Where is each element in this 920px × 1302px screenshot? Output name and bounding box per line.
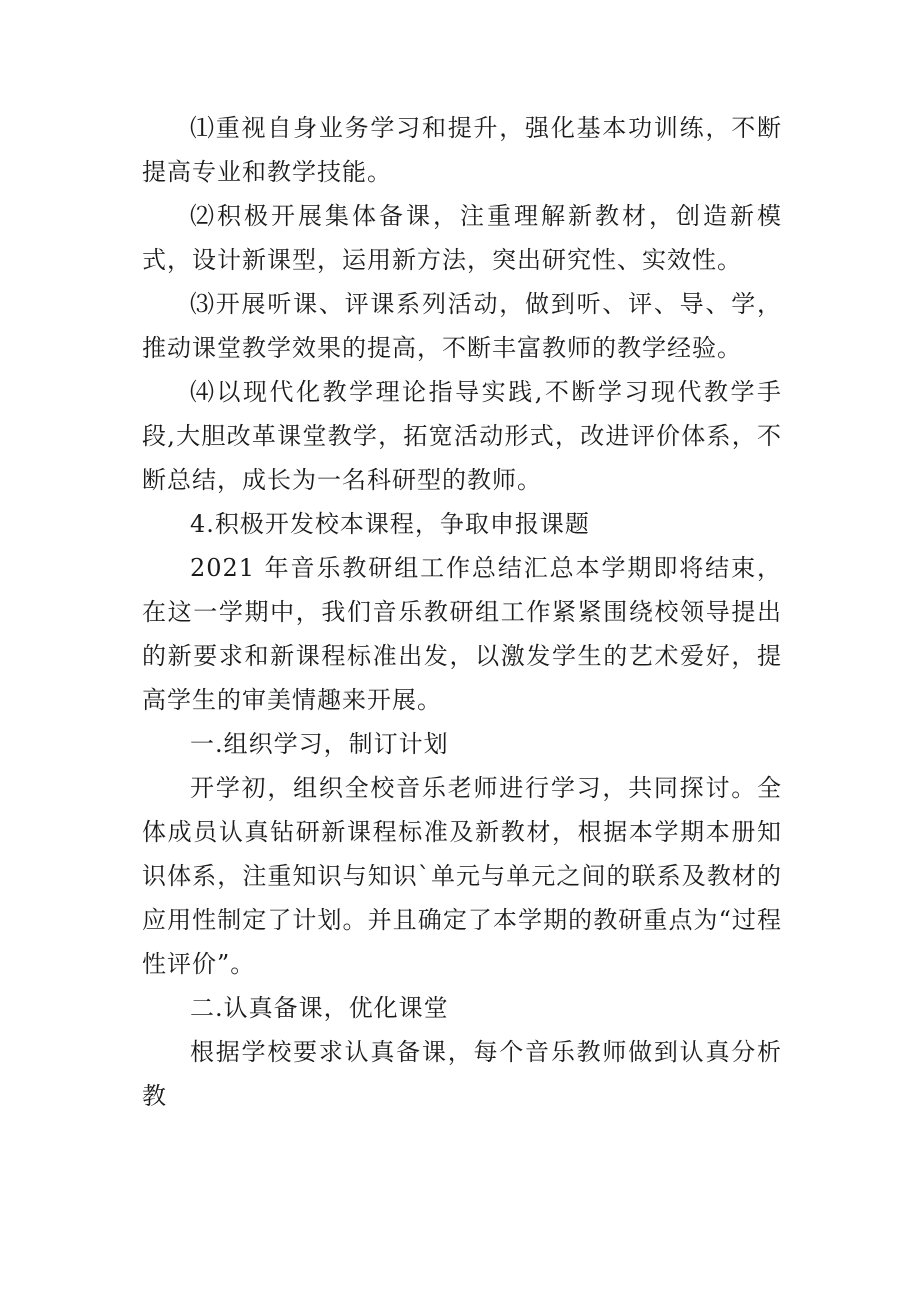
section-1-paragraph: 开学初，组织全校音乐老师进行学习，共同探讨。全体成员认真钻研新课程标准及新教材，根据本学期本册知识体系，注重知识与知识`单元与单元之间的联系及教材的应用性制定了计划。并且确定了本学期的教研重点为“过程性评价”。 [142,774,782,978]
list-item-1: ⑴重视自身业务学习和提升，强化基本功训练，不断提高专业和教学技能。 [142,114,782,186]
section-heading-2: 二.认真备课，优化课堂 [190,994,449,1022]
list-item-2: ⑵积极开展集体备课，注重理解新教材，创造新模式，设计新课型，运用新方法，突出研究性、实效性。 [142,202,782,274]
list-item-4: ⑷以现代化教学理论指导实践,不断学习现代教学手段,大胆改革课堂教学，拓宽活动形式，改进评价体系，不断总结，成长为一名科研型的教师。 [142,378,782,494]
section-heading-1: 一.组织学习，制订计划 [190,730,449,758]
intro-paragraph: 2021 年音乐教研组工作总结汇总本学期即将结束，在这一学期中，我们音乐教研组工作紧紧围绕校领导提出的新要求和新课程标准出发，以激发学生的艺术爱好，提高学生的审美情趣来开展。 [142,554,782,714]
list-item-3: ⑶开展听课、评课系列活动，做到听、评、导、学，推动课堂教学效果的提高，不断丰富教师的教学经验。 [142,290,782,362]
document-body [142,106,782,1118]
section-heading-4: 4.积极开发校本课程，争取申报课题 [190,510,590,538]
section-2-paragraph: 根据学校要求认真备课，每个音乐教师做到认真分析教 [142,1038,782,1110]
